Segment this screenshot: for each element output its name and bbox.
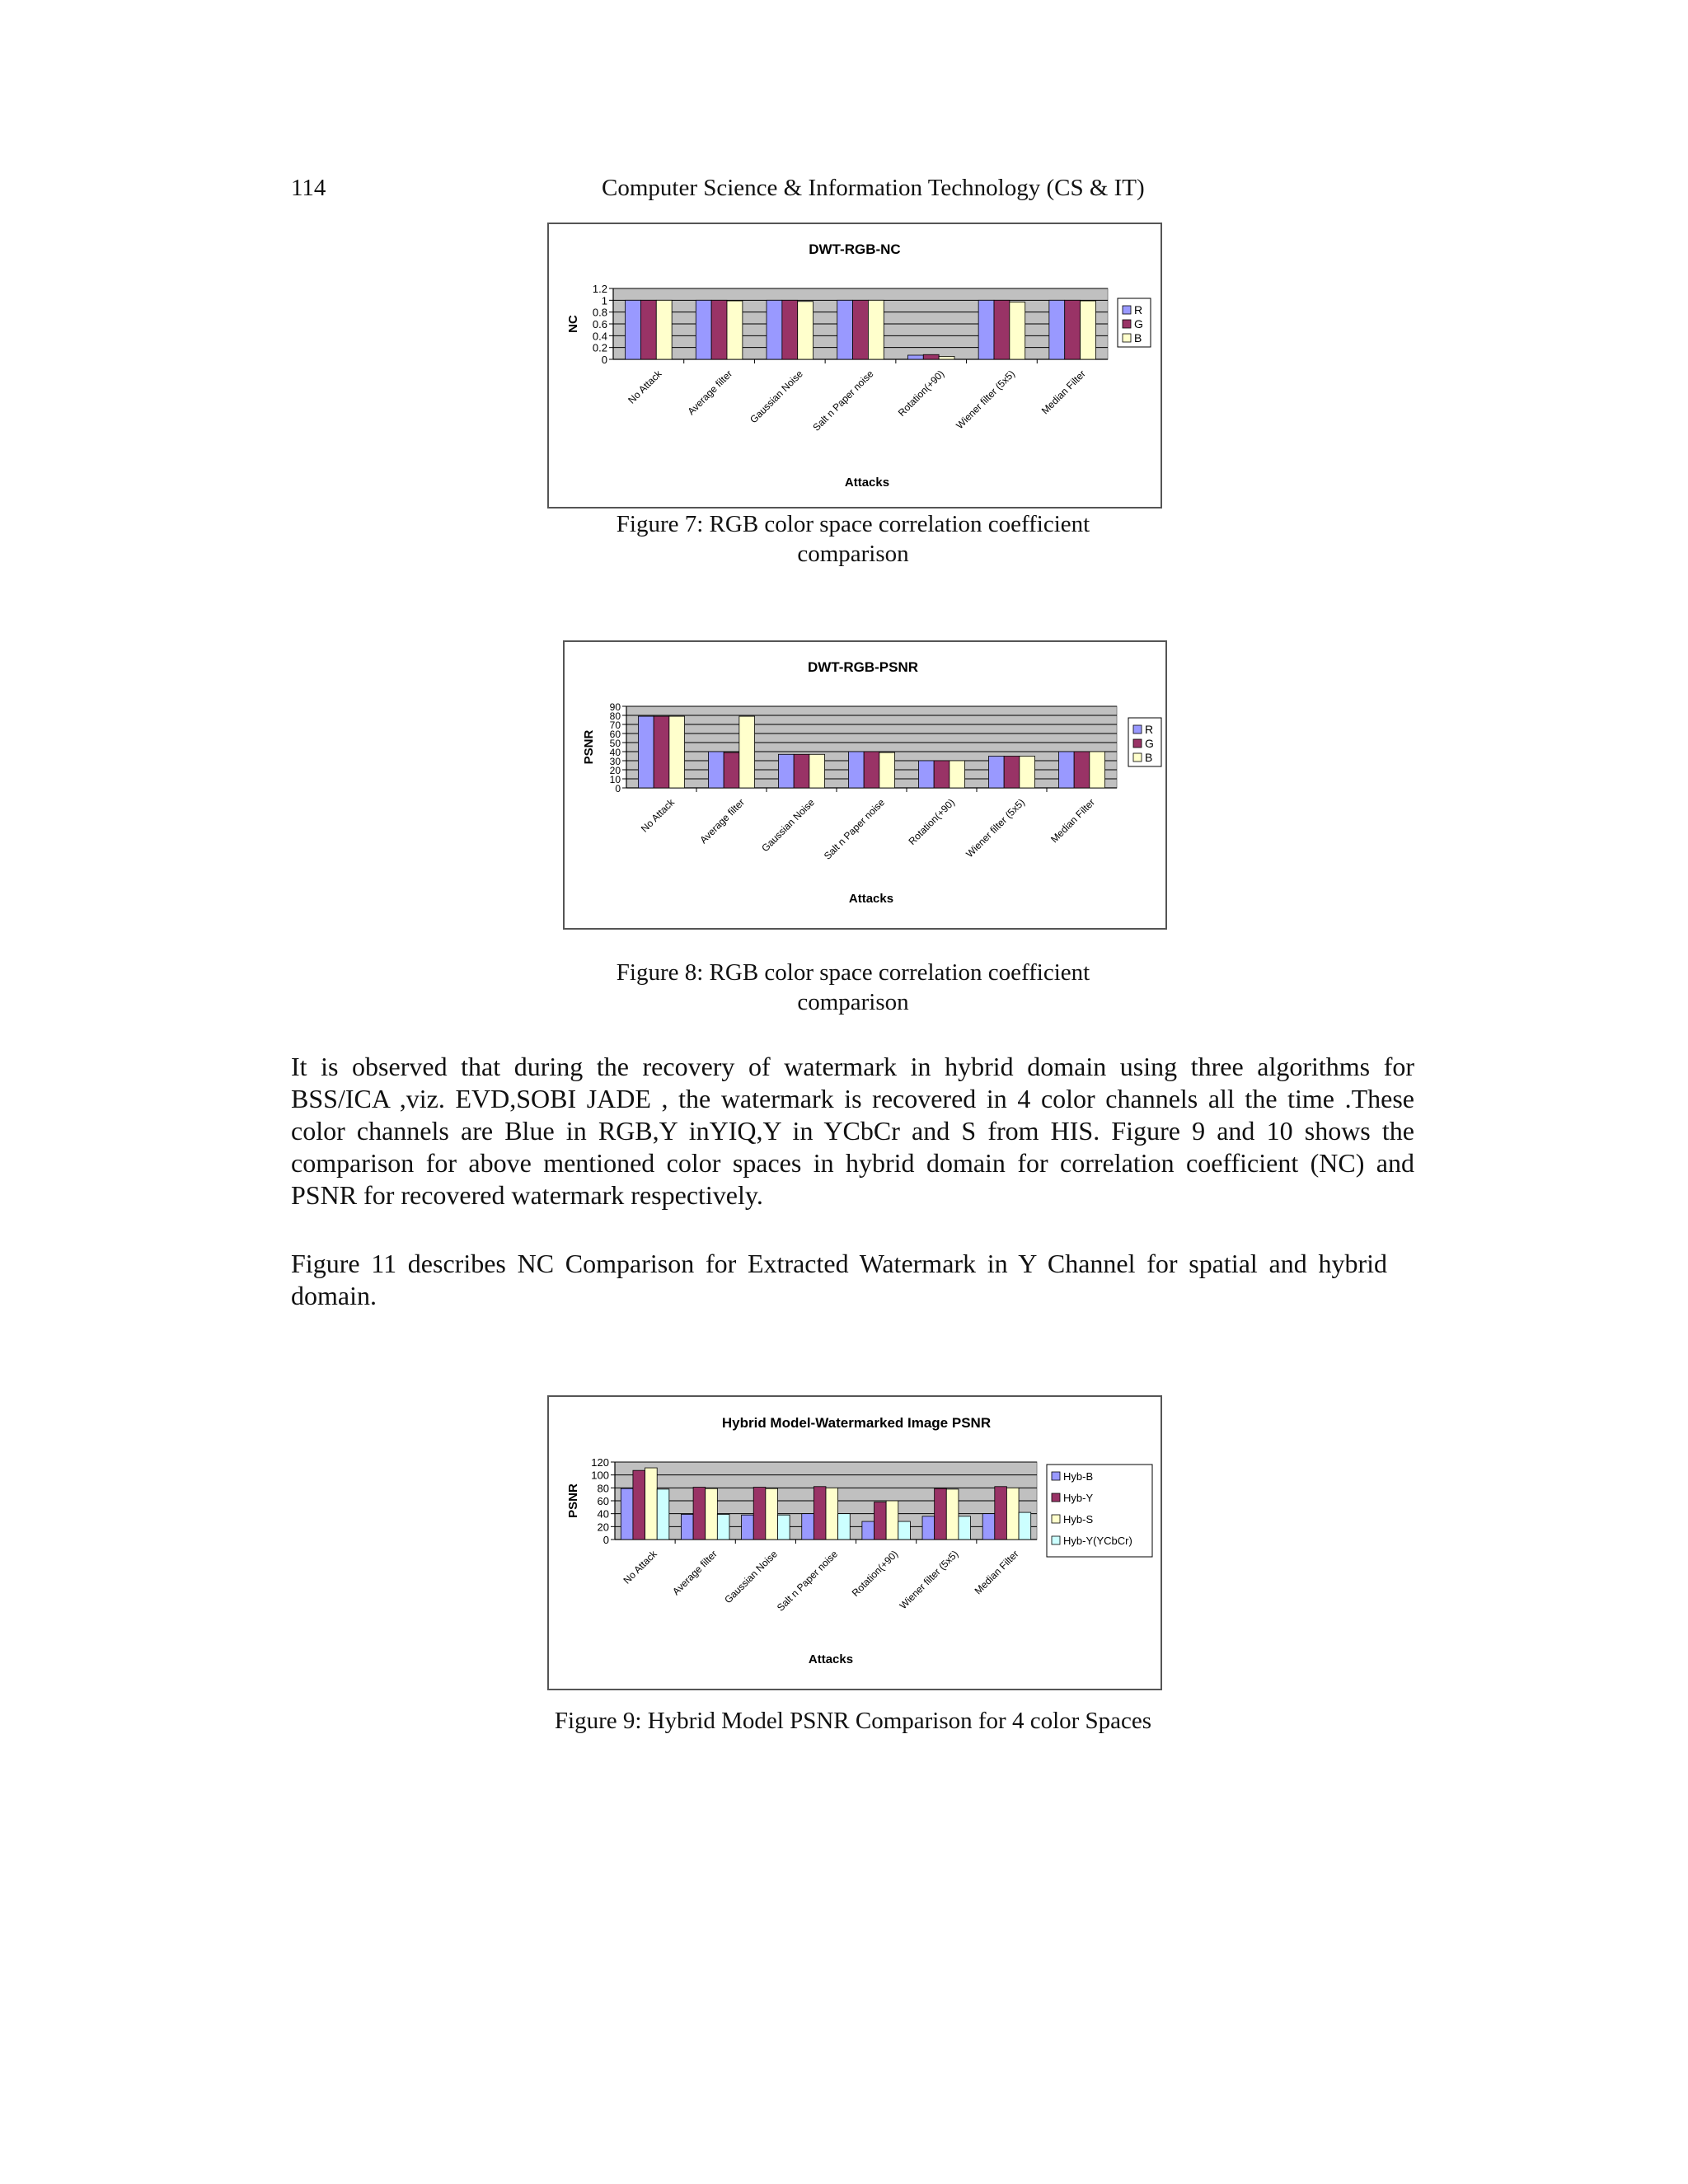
bar-hyb-y-average-filter [693, 1488, 706, 1540]
y-tick-label: 0.2 [592, 341, 607, 354]
figure-7-caption-line1: Figure 7: RGB color space correlation coefficient [616, 511, 1090, 537]
y-tick-label: 60 [597, 1495, 609, 1507]
bar-hyb-y-median-filter [995, 1487, 1007, 1540]
paragraph-2-text: Figure 11 describes NC Comparison for Extracted Watermark in Y Channel for spatial and hybrid domain. [291, 1249, 1387, 1310]
y-axis-label: PSNR [582, 729, 596, 765]
bar-r-gaussian-noise [767, 300, 782, 359]
chart-title: DWT-RGB-PSNR [807, 659, 919, 675]
legend-swatch-hyb-b [1052, 1472, 1060, 1480]
legend-swatch-g [1123, 320, 1131, 328]
y-tick-label: 20 [597, 1521, 609, 1534]
x-category-label: Salt n Paper noise [821, 796, 888, 862]
bar-b-median-filter [1081, 301, 1096, 359]
bar-hyb-y-ycbcr-median-filter [1019, 1512, 1031, 1540]
bar-hyb-y-wiener-filter-5x5 [935, 1488, 947, 1540]
bar-hyb-s-no-attack [645, 1468, 658, 1540]
y-tick-label: 0.4 [592, 330, 607, 343]
bar-hyb-b-gaussian-noise [742, 1515, 754, 1540]
x-category-label: Wiener filter (5x5) [964, 796, 1028, 860]
bar-b-rotation-90 [950, 761, 965, 788]
y-tick-label: 100 [591, 1469, 609, 1482]
figure-9-svg [549, 1397, 1160, 1689]
x-category-label: Average filter [685, 368, 735, 418]
bar-r-median-filter [1058, 752, 1074, 788]
bar-hyb-y-gaussian-noise [753, 1488, 766, 1540]
bar-b-average-filter [727, 301, 743, 359]
x-category-label: Average filter [670, 1548, 720, 1598]
y-tick-label: 0.8 [592, 306, 607, 319]
legend-swatch-g [1133, 739, 1142, 748]
y-tick-label: 90 [609, 701, 621, 713]
figure-7-svg [549, 224, 1160, 507]
bar-b-salt-n-paper-noise [879, 752, 895, 788]
bar-b-no-attack [656, 300, 672, 359]
bar-hyb-b-salt-n-paper-noise [802, 1514, 814, 1540]
legend-label-hyb-y: Hyb-Y [1063, 1492, 1094, 1504]
bar-r-salt-n-paper-noise [848, 752, 864, 788]
bar-g-no-attack [654, 716, 669, 788]
bar-g-salt-n-paper-noise [864, 752, 879, 788]
x-category-label: Wiener filter (5x5) [897, 1548, 961, 1612]
bar-hyb-y-salt-n-paper-noise [814, 1487, 826, 1540]
legend-swatch-b [1133, 753, 1142, 762]
body-paragraph-2 [291, 1248, 1387, 1312]
bar-hyb-y-rotation-90 [874, 1502, 887, 1540]
bar-r-salt-n-paper-noise [837, 300, 853, 359]
x-category-label: Median Filter [1039, 368, 1088, 417]
bar-hyb-y-ycbcr-wiener-filter-5x5 [959, 1516, 971, 1540]
x-category-label: Wiener filter (5x5) [954, 368, 1018, 432]
bar-hyb-s-rotation-90 [886, 1501, 898, 1540]
bar-r-average-filter [696, 300, 711, 359]
y-tick-label: 80 [609, 710, 621, 722]
bar-hyb-b-average-filter [681, 1514, 693, 1540]
bar-r-wiener-filter-5x5 [978, 300, 994, 359]
legend-label-g: G [1134, 317, 1143, 330]
x-category-label: Median Filter [1048, 796, 1098, 846]
x-category-label: Salt n Paper noise [774, 1548, 841, 1614]
paragraph-1-text: It is observed that during the recovery of watermark in hybrid domain using three algorithms for BSS/ICA ,viz. EVD,SOBI JADE , the watermark is recovered in 4 color channels all the time .These color channels are Blue in RGB,Y inYIQ,Y in YCbCr and S from HIS. Figure 9 and 10 shows the comparison for above mentioned color spaces in hybrid domain for correlation coefficient (NC) and PSNR for recovered watermark respectively. [291, 1052, 1414, 1210]
bar-g-average-filter [724, 752, 739, 788]
y-tick-label: 40 [609, 747, 621, 758]
legend-label-r: R [1145, 723, 1154, 736]
x-category-label: Rotation(+90) [849, 1548, 901, 1599]
bar-hyb-y-no-attack [633, 1470, 645, 1540]
bar-g-rotation-90 [934, 761, 950, 788]
bar-g-wiener-filter-5x5 [994, 300, 1010, 359]
bar-b-gaussian-noise [809, 754, 825, 788]
figure-8-caption [547, 958, 1159, 1017]
bar-r-no-attack [638, 716, 654, 788]
bar-g-average-filter [711, 300, 727, 359]
bar-g-rotation-90 [923, 354, 939, 359]
bar-r-rotation-90 [907, 355, 923, 359]
legend-swatch-hyb-y [1052, 1493, 1060, 1502]
x-category-label: Average filter [697, 796, 748, 846]
body-paragraph-1 [291, 1051, 1414, 1212]
figure-8-caption-line2: comparison [797, 989, 909, 1015]
y-tick-label: 10 [609, 774, 621, 785]
bar-r-wiener-filter-5x5 [988, 757, 1004, 789]
bar-r-no-attack [626, 300, 641, 359]
y-tick-label: 20 [609, 765, 621, 776]
bar-hyb-y-ycbcr-gaussian-noise [777, 1515, 790, 1540]
figure-8-svg [565, 642, 1165, 928]
bar-hyb-s-gaussian-noise [766, 1488, 778, 1540]
page-number: 114 [291, 175, 326, 201]
chart-title: Hybrid Model-Watermarked Image PSNR [721, 1415, 992, 1431]
bar-b-rotation-90 [939, 356, 954, 359]
bar-g-wiener-filter-5x5 [1004, 757, 1020, 789]
bar-r-median-filter [1049, 300, 1065, 359]
bar-hyb-s-wiener-filter-5x5 [946, 1489, 959, 1540]
y-tick-label: 40 [597, 1507, 609, 1521]
running-header: Computer Science & Information Technology (CS & IT) [602, 175, 1145, 201]
bar-hyb-y-ycbcr-average-filter [717, 1514, 729, 1540]
legend-label-hyb-b: Hyb-B [1063, 1470, 1094, 1483]
bar-g-median-filter [1074, 752, 1090, 788]
legend-swatch-hyb-y-ycbcr [1052, 1536, 1060, 1544]
bar-b-wiener-filter-5x5 [1010, 302, 1025, 359]
legend-label-r: R [1134, 303, 1143, 316]
x-category-label: No Attack [638, 796, 678, 835]
bar-g-no-attack [640, 300, 656, 359]
figure-7-caption-line2: comparison [797, 541, 909, 567]
y-tick-label: 1 [601, 294, 607, 307]
legend-label-hyb-y-ycbcr: Hyb-Y(YCbCr) [1063, 1535, 1132, 1547]
figure-9-chart [547, 1395, 1162, 1690]
figure-9-caption: Figure 9: Hybrid Model PSNR Comparison for 4 color Spaces [554, 1708, 1152, 1734]
x-category-label: Gaussian Noise [722, 1548, 780, 1606]
x-axis-label: Attacks [808, 1652, 854, 1666]
figure-7-chart [547, 223, 1162, 509]
bar-b-no-attack [669, 716, 685, 788]
x-category-label: Rotation(+90) [895, 368, 947, 419]
y-tick-label: 0 [601, 354, 607, 366]
bar-b-gaussian-noise [798, 302, 814, 359]
bar-g-median-filter [1065, 300, 1081, 359]
x-category-label: Median Filter [972, 1548, 1021, 1597]
y-tick-label: 0 [603, 1534, 609, 1546]
legend-swatch-hyb-s [1052, 1515, 1060, 1523]
bar-hyb-b-no-attack [621, 1488, 633, 1540]
bar-b-salt-n-paper-noise [868, 300, 884, 359]
legend-swatch-r [1133, 725, 1142, 733]
bar-g-gaussian-noise [794, 754, 809, 788]
bar-r-rotation-90 [918, 761, 934, 788]
x-category-label: Rotation(+90) [906, 796, 958, 847]
bar-hyb-b-rotation-90 [862, 1521, 874, 1540]
y-tick-label: 30 [609, 756, 621, 767]
y-tick-label: 50 [609, 738, 621, 749]
legend-swatch-b [1123, 334, 1131, 342]
x-category-label: Gaussian Noise [748, 368, 805, 426]
figure-8-chart [563, 640, 1167, 930]
bar-r-average-filter [708, 752, 724, 788]
legend-swatch-r [1123, 306, 1131, 314]
y-axis-label: NC [566, 315, 580, 333]
x-category-label: Gaussian Noise [759, 796, 818, 855]
y-tick-label: 0 [615, 783, 621, 794]
bar-hyb-s-average-filter [706, 1488, 718, 1540]
x-category-label: Salt n Paper noise [810, 368, 876, 434]
bar-hyb-s-salt-n-paper-noise [826, 1488, 838, 1540]
y-tick-label: 80 [597, 1482, 609, 1495]
legend-label-b: B [1134, 331, 1142, 344]
y-tick-label: 0.6 [592, 318, 607, 330]
legend-label-b: B [1145, 751, 1153, 764]
y-tick-label: 60 [609, 729, 621, 740]
x-axis-label: Attacks [844, 476, 890, 490]
bar-hyb-y-ycbcr-salt-n-paper-noise [838, 1514, 851, 1540]
figure-7-caption [547, 509, 1159, 569]
bar-hyb-b-wiener-filter-5x5 [922, 1516, 935, 1540]
bar-hyb-y-ycbcr-rotation-90 [898, 1521, 911, 1540]
x-category-label: No Attack [621, 1548, 659, 1586]
chart-title: DWT-RGB-NC [809, 241, 901, 257]
bar-b-median-filter [1090, 752, 1105, 788]
bar-hyb-y-ycbcr-no-attack [657, 1489, 669, 1540]
y-tick-label: 70 [609, 719, 621, 731]
bar-b-wiener-filter-5x5 [1020, 757, 1035, 789]
y-tick-label: 120 [591, 1456, 609, 1469]
bar-hyb-s-median-filter [1006, 1488, 1019, 1540]
bar-g-salt-n-paper-noise [853, 300, 869, 359]
x-category-label: No Attack [626, 368, 664, 406]
y-axis-label: PSNR [566, 1483, 580, 1518]
x-axis-label: Attacks [848, 892, 894, 906]
bar-g-gaussian-noise [782, 300, 798, 359]
y-tick-label: 1.2 [592, 283, 607, 295]
figure-8-caption-line1: Figure 8: RGB color space correlation coefficient [616, 959, 1090, 986]
legend-label-g: G [1145, 737, 1154, 750]
legend-label-hyb-s: Hyb-S [1063, 1513, 1094, 1526]
bar-r-gaussian-noise [778, 754, 794, 788]
bar-b-average-filter [739, 716, 755, 788]
bar-hyb-b-median-filter [982, 1514, 995, 1540]
